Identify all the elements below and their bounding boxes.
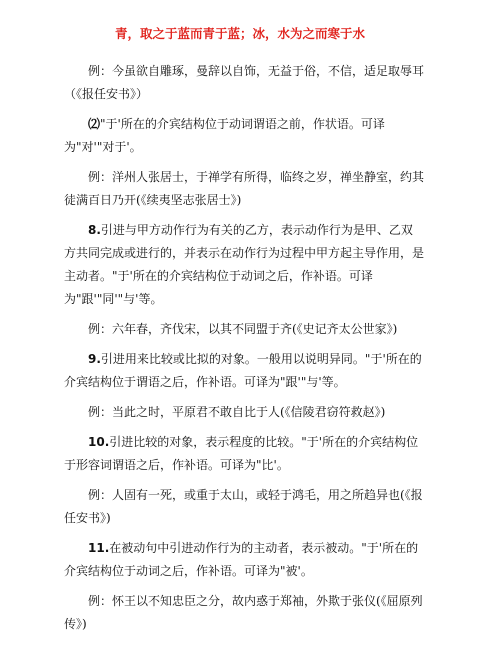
usage-paragraph-10: 10.引进比较的对象，表示程度的比较。"于'所在的介宾结构位于形容词谓语之后，作补语。可译为"比'。 [64,435,419,472]
item-number: 8. [88,223,101,237]
example-paragraph-2: 例：洋州人张居士，于禅学有所得，临终之岁，禅坐静室，约其徒满百日乃开(《续夷坚志张居士》) [64,170,425,207]
item-number: ⑵ [88,117,101,131]
item-number: 11. [88,541,110,555]
item-number: 9. [88,352,101,366]
document-body [64,60,424,643]
example-paragraph-11: 例：怀王以不知忠臣之分，故内惑于郑袖，外欺于张仪(《屈原列传》) [64,594,423,631]
usage-paragraph-2: ⑵"于'所在的介宾结构位于动词谓语之前，作状语。可译为"对'"对于'。 [64,117,385,154]
example-paragraph-10: 例：人固有一死，或重于太山，或轻于鸿毛，用之所趋异也(《报任安书》) [64,488,423,525]
usage-paragraph-11: 11.在被动句中引进动作行为的主动者，表示被动。"于'所在的介宾结构位于动词之后，作补语。可译为"被'。 [64,541,419,578]
usage-paragraph-8: 8.引进与甲方动作行为有关的乙方，表示动作行为是甲、乙双方共同完成或进行的，并表示在动作行为过程中甲方起主导作用，是主动者。"于'所在的介宾结构位于动词之后，作补语。可译为"跟'"同'"与'等。 [64,223,425,306]
example-paragraph-8: 例：六年春，齐伐宋，以其不同盟于齐(《史记齐太公世家》) [88,322,398,336]
example-paragraph-9: 例：当此之时，平原君不敢自比于人(《信陵君窃符救赵》) [88,405,386,419]
item-number: 10. [88,435,110,449]
example-paragraph-1: 例：今虽欲自雕琢，曼辞以自饰，无益于俗，不信，适足取辱耳（《报任安书》） [64,64,425,101]
usage-paragraph-9: 9.引进用来比较或比拟的对象。一般用以说明异同。"于'所在的介宾结构位于谓语之后，作补语。可译为"跟'"与'等。 [64,352,422,389]
page-header-title: 青，取之于蓝而青于蓝；冰，水为之而寒于水 [114,26,365,41]
